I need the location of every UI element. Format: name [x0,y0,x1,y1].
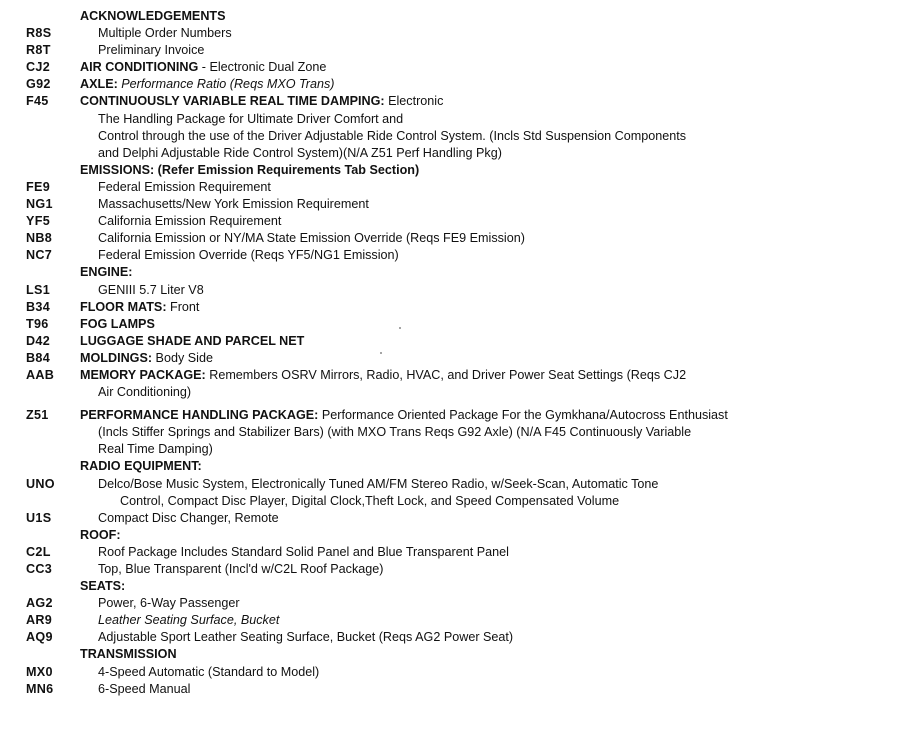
option-title: PERFORMANCE HANDLING PACKAGE: [80,408,319,423]
option-title: FOG LAMPS [80,316,155,331]
option-code: MX0 [26,664,53,679]
option-description: California Emission Requirement [98,214,282,229]
option-description: Top, Blue Transparent (Incl'd w/C2L Roof Package) [98,562,384,576]
option-description [80,93,443,110]
option-code: G92 [26,77,51,92]
option-description: Roof Package Includes Standard Solid Panel and Blue Transparent Panel [98,544,509,559]
section-header: ENGINE: [80,265,133,280]
option-detail: Performance Oriented Package For the Gymkhana/Autocross Enthusiast [318,408,728,423]
option-description: Preliminary Invoice [98,43,205,58]
row-acknowledgements [0,8,915,25]
row-fe9 [0,179,915,196]
scan-speck [399,327,401,329]
option-title: LUGGAGE SHADE AND PARCEL NET [80,333,305,348]
option-description [80,299,199,316]
scan-speck [380,352,382,354]
option-code: NG1 [26,197,53,212]
option-code: NC7 [26,248,53,263]
option-detail: Body Side [152,350,213,365]
row-cj2 [0,59,915,76]
row-roof [0,527,915,544]
row-ar9 [0,612,915,629]
row-nc7 [0,247,915,264]
row-r8t [0,42,915,59]
option-description: Power, 6-Way Passenger [98,596,240,611]
row-radio [0,458,915,475]
row-nb8 [0,230,915,247]
option-code: MN6 [26,681,54,696]
option-description: California Emission or NY/MA State Emission Override (Reqs FE9 Emission) [98,231,525,246]
option-code: AQ9 [26,630,53,645]
row-mx0 [0,664,915,681]
row-r8s [0,25,915,42]
option-code: FE9 [26,179,50,194]
section-header: SEATS: [80,579,126,594]
row-uno-cont [0,493,915,510]
row-z51-cont [0,441,915,458]
option-description: 4-Speed Automatic (Standard to Model) [98,664,320,679]
row-d42 [0,333,915,350]
section-header: TRANSMISSION [80,647,177,662]
row-mn6 [0,681,915,698]
option-description [80,350,213,367]
section-header: RADIO EQUIPMENT: [80,459,202,474]
option-title: CONTINUOUSLY VARIABLE REAL TIME DAMPING: [80,94,385,109]
row-ag2 [0,595,915,612]
option-code: UNO [26,476,55,491]
option-description [80,407,728,424]
option-code: B84 [26,350,51,365]
section-header: ACKNOWLEDGEMENTS [80,9,226,23]
row-g92 [0,76,915,93]
option-description-continued: The Handling Package for Ultimate Driver Comfort and [98,111,404,126]
option-code: B34 [26,299,51,314]
row-z51-cont [0,424,915,441]
option-code-list [0,8,915,698]
option-description: Adjustable Sport Leather Seating Surface, Bucket (Reqs AG2 Power Seat) [98,630,514,645]
row-cc3 [0,561,915,578]
option-description [80,367,686,384]
option-title: MOLDINGS: [80,350,153,365]
option-description-continued: Real Time Damping) [98,442,213,457]
option-description: 6-Speed Manual [98,681,191,696]
row-ls1 [0,282,915,299]
row-f45-cont [0,128,915,145]
option-detail: Performance Ratio (Reqs MXO Trans) [117,77,335,92]
row-c2l [0,544,915,561]
row-u1s [0,510,915,527]
option-description [80,59,326,76]
option-detail: Remembers OSRV Mirrors, Radio, HVAC, and Driver Power Seat Settings (Reqs CJ2 [205,367,687,382]
row-yf5 [0,213,915,230]
option-description: Federal Emission Requirement [98,179,271,194]
option-code: U1S [26,510,52,525]
row-b84 [0,350,915,367]
row-seats [0,578,915,595]
row-aq9 [0,629,915,646]
option-title: AXLE: [80,77,118,92]
row-aab [0,367,915,384]
option-description: Leather Seating Surface, Bucket [98,613,280,628]
option-code: T96 [26,316,49,331]
option-detail: Front [166,299,200,314]
option-detail: - Electronic Dual Zone [198,60,327,75]
option-description-continued: (Incls Stiffer Springs and Stabilizer Bars) (with MXO Trans Reqs G92 Axle) (N/A F45 Continuously Variable [98,425,692,440]
option-title: AIR CONDITIONING [80,60,199,75]
row-uno [0,476,915,493]
option-detail: Electronic [384,94,444,109]
row-emissions [0,162,915,179]
option-description: Compact Disc Changer, Remote [98,510,279,525]
option-code: AAB [26,367,55,382]
option-code: R8S [26,26,52,41]
option-description: Delco/Bose Music System, Electronically Tuned AM/FM Stereo Radio, w/Seek-Scan, Automatic Tone [98,476,659,491]
row-z51 [0,407,915,424]
option-description-continued: and Delphi Adjustable Ride Control System)(N/A Z51 Perf Handling Pkg) [98,145,502,160]
option-code: Z51 [26,408,49,423]
option-code: NB8 [26,231,53,246]
option-code: CC3 [26,562,53,576]
option-code: F45 [26,94,49,109]
option-description: Massachusetts/New York Emission Requirement [98,197,369,212]
row-f45-cont [0,145,915,162]
option-description: Multiple Order Numbers [98,26,232,41]
option-description [80,76,335,93]
row-engine [0,264,915,281]
row-transmission [0,646,915,663]
option-description: Federal Emission Override (Reqs YF5/NG1 Emission) [98,248,399,263]
section-header: ROOF: [80,527,121,542]
option-code: AG2 [26,596,53,611]
row-f45 [0,93,915,110]
option-title: FLOOR MATS: [80,299,167,314]
option-description-continued: Control, Compact Disc Player, Digital Clock,Theft Lock, and Speed Compensated Volume [120,493,620,508]
row-f45-cont [0,111,915,128]
row-aab-cont [0,384,915,401]
option-description-continued: Air Conditioning) [98,385,192,400]
row-ng1 [0,196,915,213]
section-header: EMISSIONS: (Refer Emission Requirements Tab Section) [80,162,420,177]
option-code: YF5 [26,214,50,229]
option-code: CJ2 [26,60,51,75]
option-code: AR9 [26,613,53,628]
row-t96 [0,316,915,333]
option-title: MEMORY PACKAGE: [80,367,206,382]
option-description: GENIII 5.7 Liter V8 [98,282,204,297]
row-b34 [0,299,915,316]
option-code: C2L [26,544,51,559]
option-description-continued: Control through the use of the Driver Adjustable Ride Control System. (Incls Std Suspension Components [98,128,687,143]
option-code: D42 [26,333,51,348]
option-code: LS1 [26,282,50,297]
option-code: R8T [26,43,51,58]
